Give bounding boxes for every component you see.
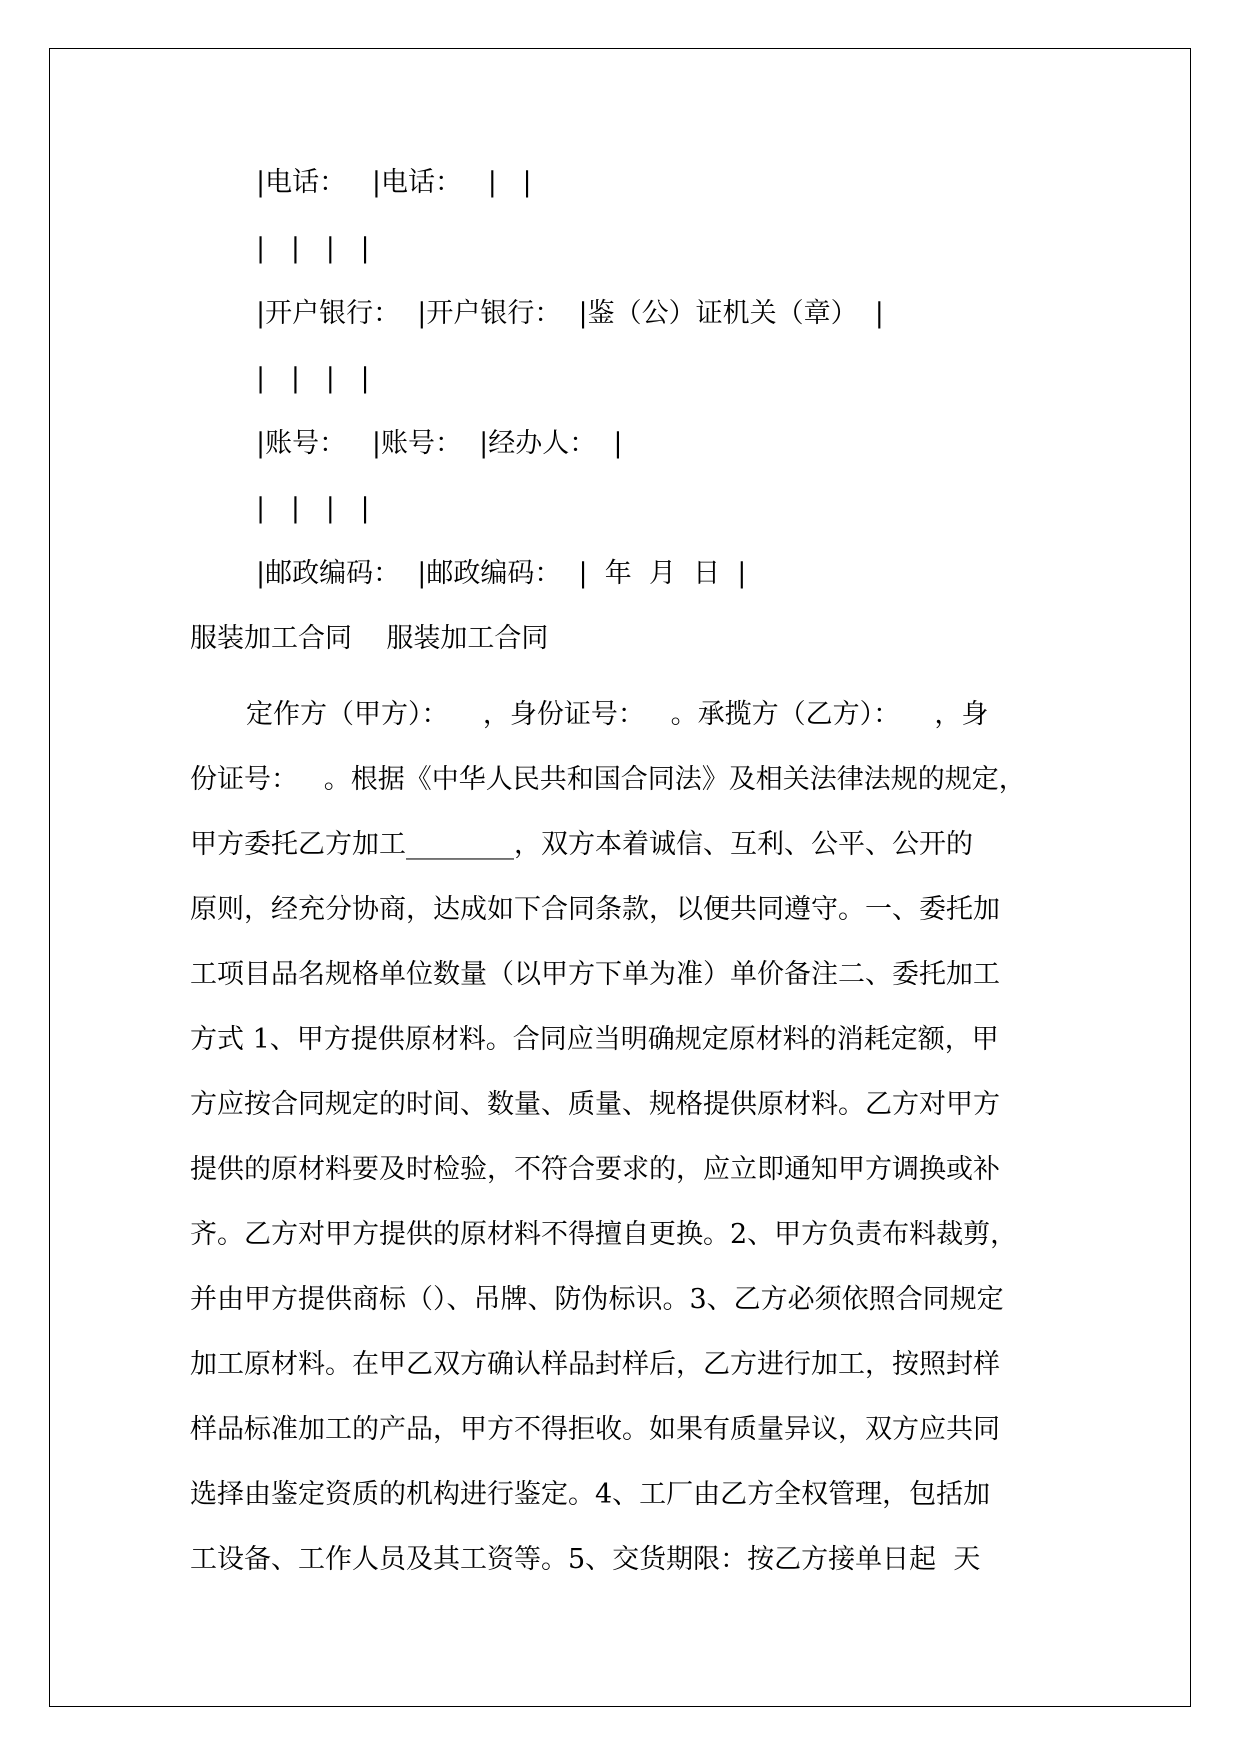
contract-title: 服装加工合同 服装加工合同 <box>190 623 549 654</box>
body-line: 样品标准加工的产品，甲方不得拒收。如果有质量异议，双方应共同 <box>190 1414 1000 1445</box>
body-line: 原则，经充分协商，达成如下合同条款，以便共同遵守。一、委托加 <box>190 894 1000 925</box>
body-line: 齐。乙方对甲方提供的原材料不得擅自更换。2、甲方负责布料裁剪， <box>190 1219 1018 1250</box>
form-row-blank: | | | | <box>256 363 370 394</box>
form-row-blank: | | | | <box>256 233 370 264</box>
body-line: 方应按合同规定的时间、数量、质量、规格提供原材料。乙方对甲方 <box>190 1089 1000 1120</box>
body-line: 加工原材料。在甲乙双方确认样品封样后，乙方进行加工，按照封样 <box>190 1349 1000 1380</box>
body-line: 选择由鉴定资质的机构进行鉴定。4、工厂由乙方全权管理，包括加 <box>190 1479 991 1510</box>
body-line: 甲方委托乙方加工________，双方本着诚信、互利、公平、公开的 <box>190 829 973 860</box>
form-row-bank: |开户银行： |开户银行： |鉴（公）证机关（章） | <box>256 298 884 329</box>
body-line: 方式 1、甲方提供原材料。合同应当明确规定原材料的消耗定额，甲 <box>190 1024 999 1055</box>
form-row-blank: | | | | <box>256 493 370 524</box>
form-row-postcode: |邮政编码： |邮政编码： | 年 月 日 | <box>256 558 747 589</box>
body-line: 工设备、工作人员及其工资等。5、交货期限：按乙方接单日起 天 <box>190 1544 981 1575</box>
body-line: 并由甲方提供商标（）、吊牌、防伪标识。3、乙方必须依照合同规定 <box>190 1284 1004 1315</box>
body-line: 份证号： 。根据《中华人民共和国合同法》及相关法律法规的规定， <box>190 764 1026 795</box>
body-line: 提供的原材料要及时检验，不符合要求的，应立即通知甲方调换或补 <box>190 1154 1000 1185</box>
form-row-account: |账号： |账号： |经办人： | <box>256 428 623 459</box>
contract-body <box>190 682 1060 1592</box>
body-line: 定作方（甲方）： ，身份证号： 。承揽方（乙方）： ，身 <box>246 699 989 730</box>
form-row-phone: |电话： |电话： | | <box>256 167 532 198</box>
body-line: 工项目品名规格单位数量（以甲方下单为准）单价备注二、委托加工 <box>190 959 1000 990</box>
